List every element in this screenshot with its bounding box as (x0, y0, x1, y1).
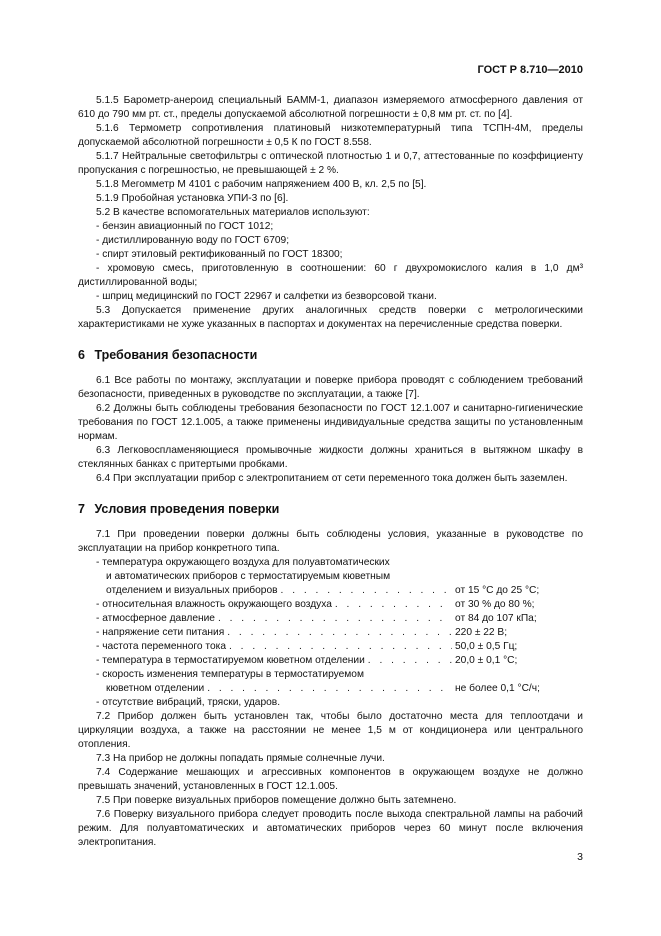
condition-label: - напряжение сети питания (96, 627, 225, 638)
condition-label: кюветном отделении (106, 683, 205, 694)
list-item: - шприц медицинский по ГОСТ 22967 и салфетки из безворсовой ткани. (96, 291, 437, 302)
paragraph: 7.6 Поверку визуального прибора следует проводить после выхода спектральной лампы на рабочий режим. Для полуавтоматических и автоматических приборов через 60 минут после включения электропитания. (78, 809, 583, 848)
condition-row (96, 626, 583, 640)
condition-label: - атмосферное давление (96, 613, 215, 624)
paragraph: 5.3 Допускается применение других аналогичных средств поверки с метрологическими характеристиками не хуже указанных в паспортах и документах на перечисленные средства поверки. (78, 305, 583, 330)
paragraph: 5.1.7 Нейтральные светофильтры с оптической плотностью 1 и 0,7, аттестованные по коэффициенту пропускания с погрешностью, не превышающей ± 2 %. (78, 151, 583, 176)
condition-value: 50,0 ± 0,5 Гц; (455, 641, 518, 652)
condition-line: и автоматических приборов с термостатируемым кюветным (106, 571, 391, 582)
condition-row (96, 654, 583, 668)
page-content (78, 94, 583, 850)
leader-dots (207, 682, 452, 696)
paragraph: 5.1.5 Барометр-анероид специальный БАММ-1, диапазон измеряемого атмосферного давления от 610 до 790 мм рт. ст., пределы допускаемой абсолютной погрешности ± 0,8 мм рт. ст. по [4]. (78, 95, 583, 120)
paragraph: 7.2 Прибор должен быть установлен так, чтобы было достаточно места для теплоотдачи и циркуляции воздуха, а также на расстоянии не менее 1,5 м от кондиционера или центрального отопления. (78, 711, 583, 750)
condition-value: от 84 до 107 кПа; (455, 613, 537, 624)
paragraph: 5.2 В качестве вспомогательных материалов используют: (96, 207, 370, 218)
paragraph: 5.1.6 Термометр сопротивления платиновый низкотемпературный типа ТСПН-4М, пределы допускаемой абсолютной погрешности ± 0,5 К по ГОСТ 8.558. (78, 123, 583, 148)
paragraph: 7.3 На прибор не должны попадать прямые солнечные лучи. (96, 753, 385, 764)
condition-value: от 15 °С до 25 °С; (455, 585, 540, 596)
condition-row (96, 640, 583, 654)
paragraph: 6.2 Должны быть соблюдены требования безопасности по ГОСТ 12.1.007 и санитарно-гигиенические требования по ГОСТ 12.1.005, а также применены индивидуальные средства защиты по установленным нормам. (78, 403, 583, 442)
list-item: - дистиллированную воду по ГОСТ 6709; (96, 235, 290, 246)
condition-value: 220 ± 22 В; (455, 627, 508, 638)
conditions-list (78, 556, 583, 710)
condition-line: - температура окружающего воздуха для полуавтоматических (96, 557, 390, 568)
condition-row (96, 584, 583, 598)
page-number: 3 (577, 851, 583, 863)
paragraph: 5.1.8 Мегомметр М 4101 с рабочим напряжением 400 В, кл. 2,5 по [5]. (96, 179, 427, 190)
paragraph: 5.1.9 Пробойная установка УПИ-3 по [6]. (96, 193, 289, 204)
section-number: 7 (78, 502, 85, 516)
list-item: - хромовую смесь, приготовленную в соотношении: 60 г двухромокислого калия в 1,0 дм³ дистиллированной воды; (78, 263, 583, 288)
list-item: - бензин авиационный по ГОСТ 1012; (96, 221, 274, 232)
leader-dots (218, 612, 452, 626)
leader-dots (368, 654, 452, 668)
list-item: - спирт этиловый ректификованный по ГОСТ 18300; (96, 249, 343, 260)
paragraph: 7.5 При поверке визуальных приборов помещение должно быть затемнено. (96, 795, 457, 806)
section-heading (78, 502, 583, 516)
paragraph: 7.4 Содержание мешающих и агрессивных компонентов в окружающем воздухе не должно превышать значений, установленных в ГОСТ 12.1.005. (78, 767, 583, 792)
paragraph: 6.4 При эксплуатации прибор с электропитанием от сети переменного тока должен быть заземлен. (96, 473, 568, 484)
condition-label: - относительная влажность окружающего воздуха (96, 599, 332, 610)
section-number: 6 (78, 348, 85, 362)
condition-value: от 30 % до 80 %; (455, 599, 535, 610)
paragraph: 6.1 Все работы по монтажу, эксплуатации и поверке прибора проводят с соблюдением требований безопасности, приведенных в руководстве по эксплуатации, а также [7]. (78, 375, 583, 400)
leader-dots (281, 584, 452, 598)
document-id-header: ГОСТ Р 8.710—2010 (477, 64, 583, 76)
leader-dots (227, 626, 452, 640)
paragraph: 6.3 Легковоспламеняющиеся промывочные жидкости должны храниться в вытяжном шкафу в стеклянных банках с притертыми пробками. (78, 445, 583, 470)
section-heading (78, 348, 583, 362)
leader-dots (229, 640, 452, 654)
condition-line: - скорость изменения температуры в термостатируемом (96, 669, 364, 680)
condition-row (96, 598, 583, 612)
condition-label: - температура в термостатируемом кюветном отделении (96, 655, 365, 666)
condition-row (96, 682, 583, 696)
leader-dots (335, 598, 452, 612)
condition-value: не более 0,1 °С/ч; (455, 683, 540, 694)
paragraph: 7.1 При проведении поверки должны быть соблюдены условия, указанные в руководстве по эксплуатации на прибор конкретного типа. (78, 529, 583, 554)
section-title: Условия проведения поверки (94, 502, 280, 516)
condition-label: отделением и визуальных приборов (106, 585, 278, 596)
section-title: Требования безопасности (94, 348, 258, 362)
condition-row (96, 612, 583, 626)
condition-label: - частота переменного тока (96, 641, 226, 652)
condition-line: - отсутствие вибраций, тряски, ударов. (96, 697, 281, 708)
condition-value: 20,0 ± 0,1 °С; (455, 655, 518, 666)
